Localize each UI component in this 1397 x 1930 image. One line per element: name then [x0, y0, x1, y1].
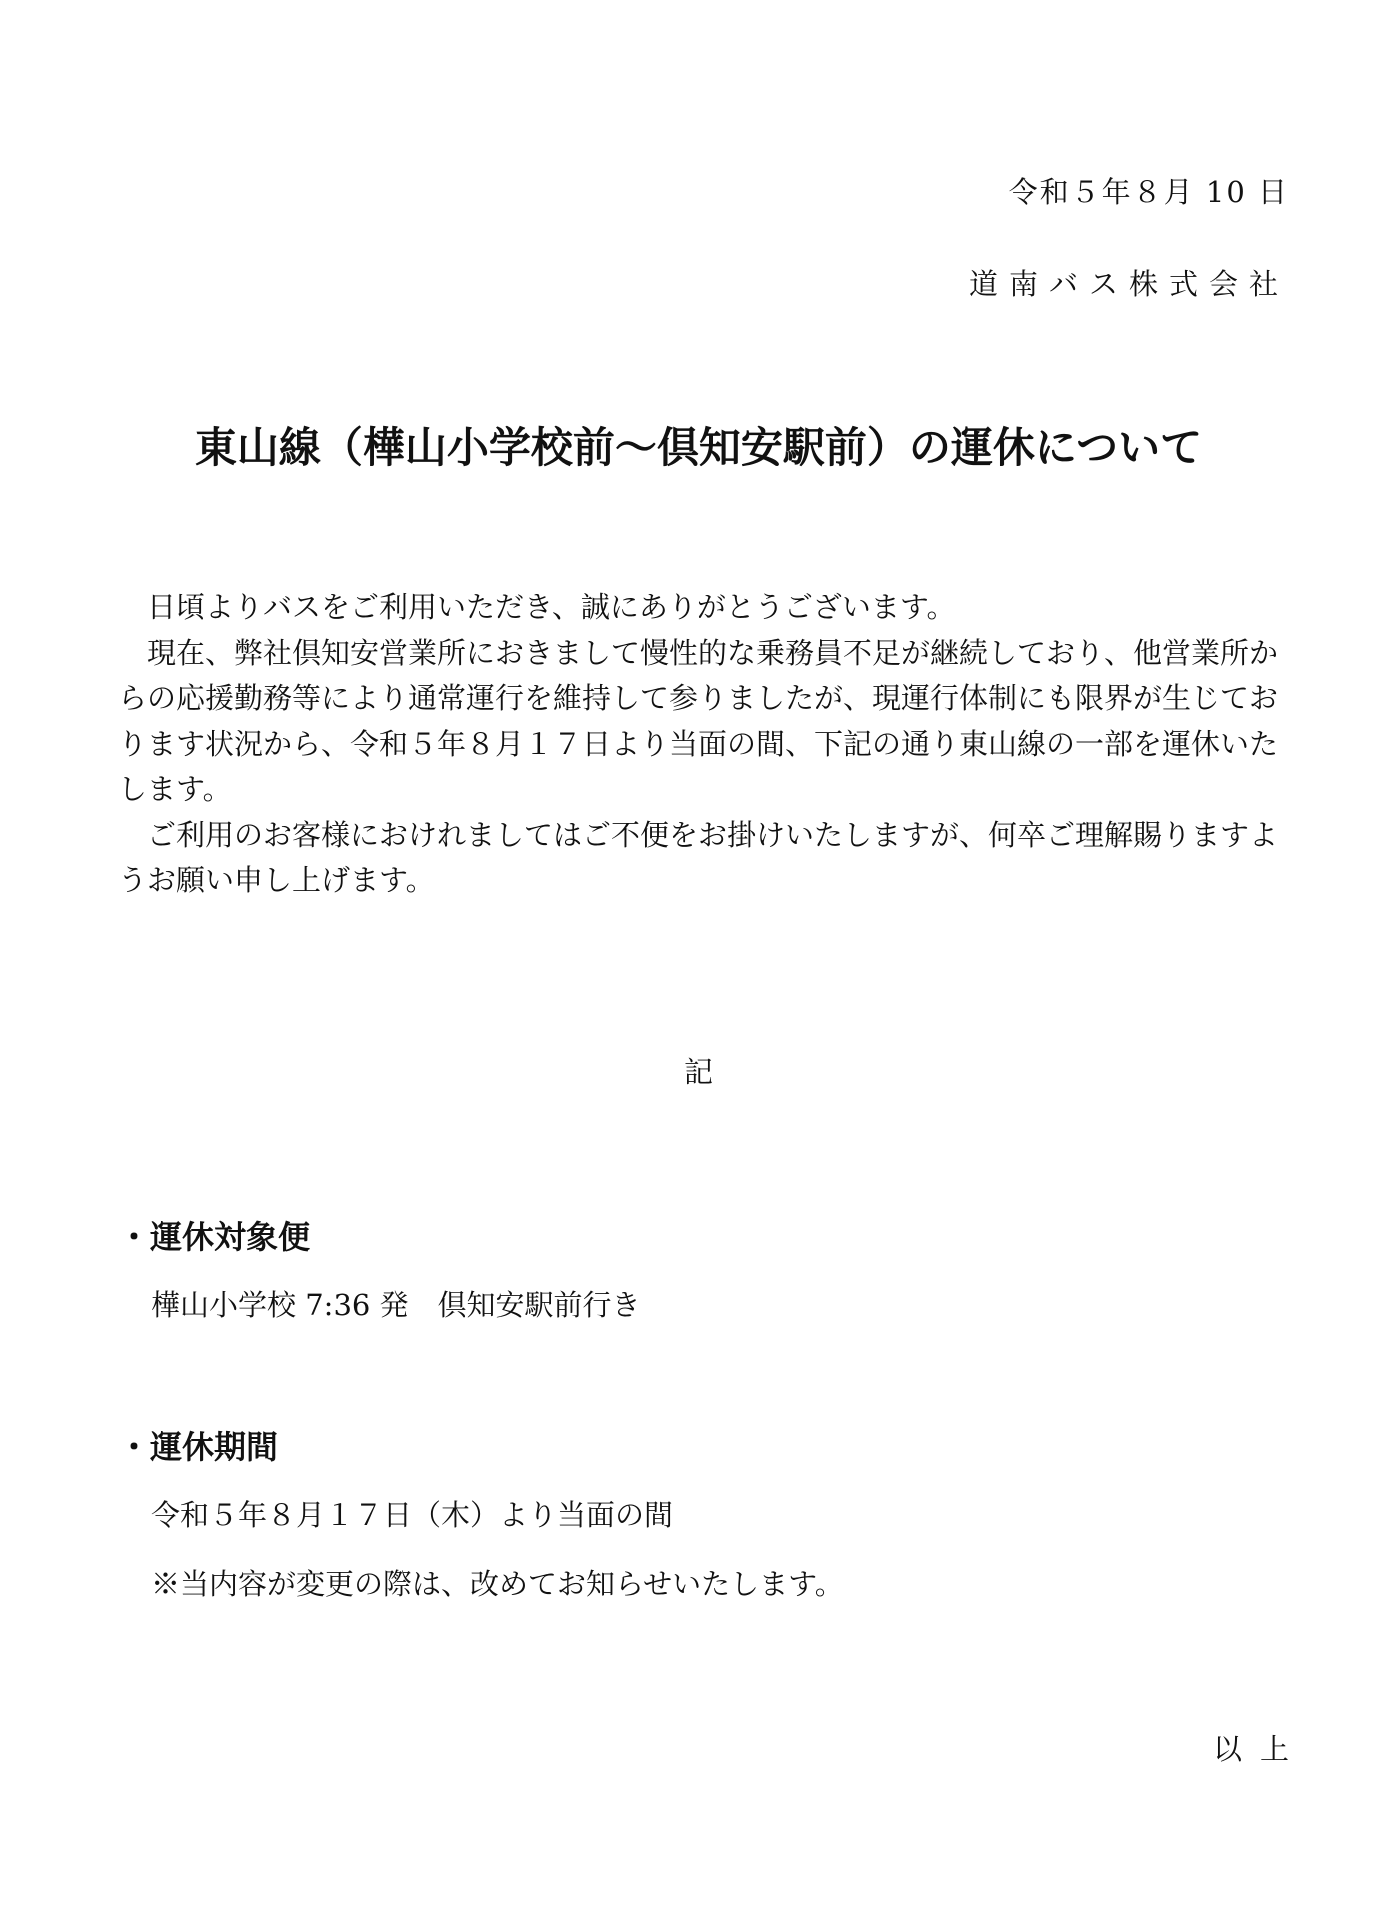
- body-paragraph-greeting: 日頃よりバスをご利用いただき、誠にありがとうございます。: [147, 590, 956, 624]
- ki-heading: 記: [683, 1055, 713, 1089]
- document-title: 東山線（樺山小学校前～倶知安駅前）の運休について: [194, 423, 1203, 472]
- body-text: [118, 585, 1293, 904]
- period-line: 令和５年８月１７日（木）より当面の間: [151, 1498, 674, 1532]
- body-paragraph-apology: ご利用のお客様におけれましてはご不便をお掛けいたしますが、何卒ご理解賜りますようお願い申し上げます。: [118, 817, 1279, 897]
- issue-date: 令和５年８月 10 日: [1008, 175, 1289, 209]
- closing-mark: 以上: [1212, 1732, 1307, 1766]
- body-paragraph-reason: 現在、弊社倶知安営業所におきまして慢性的な乗務員不足が継続しており、他営業所からの応援勤務等により通常運行を維持して参りましたが、現運行体制にも限界が生じております状況から、令和５年８月１７日より当面の間、下記の通り東山線の一部を運休いたします。: [118, 635, 1279, 806]
- company-name: 道南バス株式会社: [968, 267, 1289, 301]
- change-note: ※当内容が変更の際は、改めてお知らせいたします。: [151, 1567, 844, 1601]
- target-trip-line: 樺山小学校 7:36 発 倶知安駅前行き: [151, 1288, 641, 1322]
- section-heading-period: ・運休期間: [118, 1428, 279, 1466]
- section-heading-target: ・運休対象便: [118, 1218, 311, 1256]
